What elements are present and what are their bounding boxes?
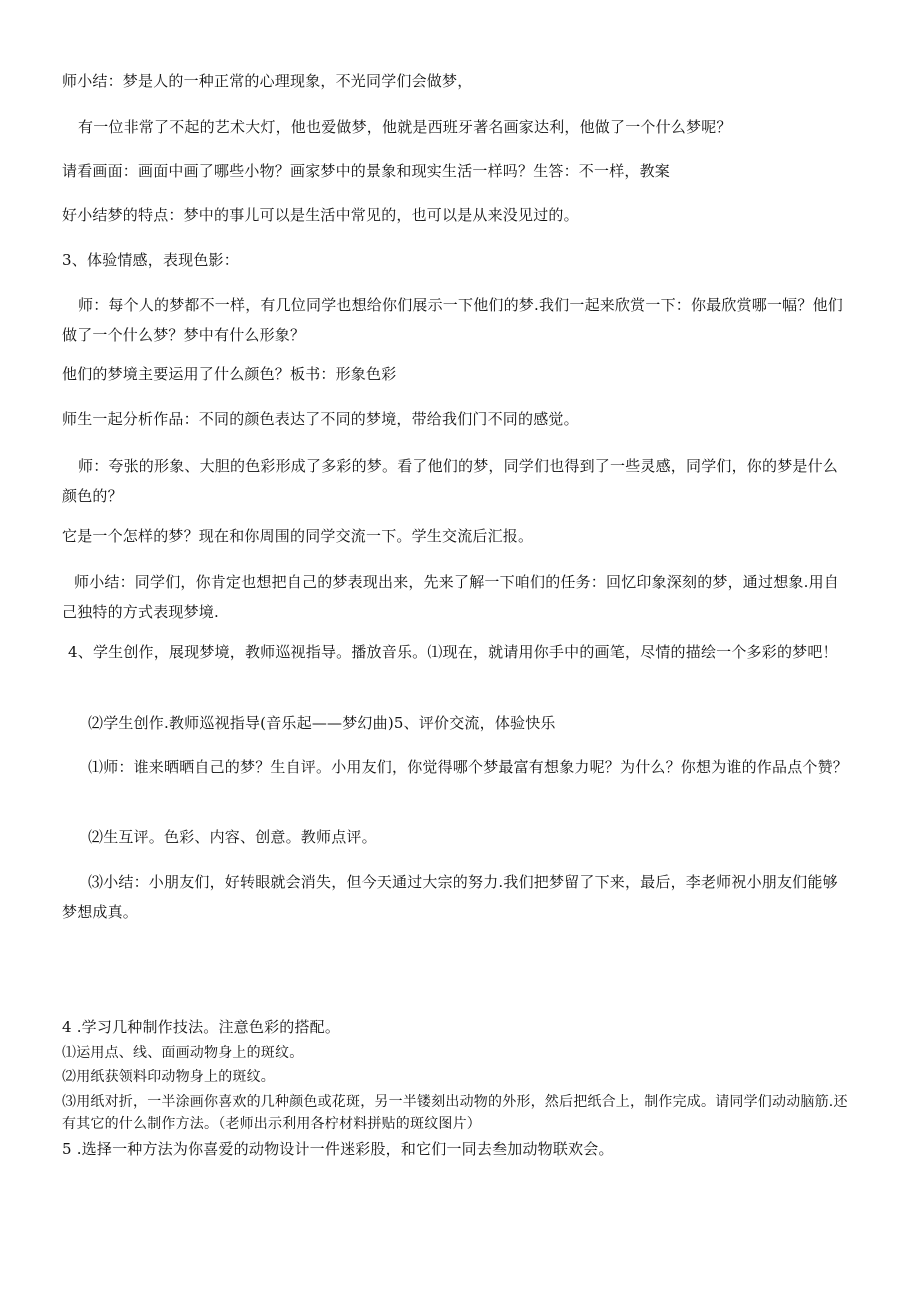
paragraph-teacher-task: 师小结：同学们，你肯定也想把自己的梦表现出来，先来了解一下咱们的任务：回忆印象深刻的梦，通过想象.用自己独特的方式表现梦境. bbox=[62, 573, 839, 621]
paragraph-teacher-guidance: ⑵学生创作.教师巡视指导(音乐起——梦幻曲)5、评价交流，体验快乐 bbox=[88, 714, 556, 732]
paragraph-colors-used: 他们的梦境主要运用了什么颜色？板书：形象色彩 bbox=[62, 365, 397, 383]
heading-experience-emotion: 3、体验情感，表现色影： bbox=[62, 251, 239, 269]
paragraph-look-at-picture: 请看画面：画面中画了哪些小物？画家梦中的景象和现实生活一样吗？生答：不一样，教案 bbox=[62, 162, 671, 180]
technique-item-1: ⑴运用点、线、面画动物身上的斑纹。 bbox=[62, 1045, 304, 1061]
paragraph-teacher-summary: 师小结：梦是人的一种正常的心理现象，不光同学们会做梦， bbox=[62, 72, 473, 90]
paragraph-share-dreams: 师：每个人的梦都不一样，有几位同学也想给你们展示一下他们的梦.我们一起来欣赏一下：你最欣赏哪一幅？他们做了一个什么梦？梦中有什么形象？ bbox=[62, 296, 843, 344]
technique-item-3: ⑶用纸对折，一半涂画你喜欢的几种颜色或花斑，另一半镂刻出动物的外形，然后把纸合上，制作完成。请同学们动动脑筋.还有其它的什么制作方法。（老师出示利用各柠材料拼贴的斑纹图片） bbox=[62, 1094, 848, 1132]
paragraph-dali-intro: 有一位非常了不起的艺术大灯，他也爱做梦，他就是西班牙著名画家达利，他做了一个什么梦呢？ bbox=[78, 118, 732, 136]
paragraph-what-dream: 它是一个怎样的梦？现在和你周围的同学交流一下。学生交流后汇报。 bbox=[62, 527, 534, 545]
paragraph-self-evaluation: ⑴师：谁来晒晒自己的梦？生自评。小用友们，你觉得哪个梦最富有想象力呢？为什么？你想为谁的作品点个赞？ bbox=[88, 758, 849, 776]
paragraph-final-summary: ⑶小结：小朋友们，好转眼就会消失，但今天通过大宗的努力.我们把梦留了下来，最后，李老师祝小朋友们能够梦想成真。 bbox=[62, 873, 838, 921]
paragraph-dream-features: 好小结梦的特点：梦中的事儿可以是生活中常见的，也可以是从来没见过的。 bbox=[62, 206, 579, 224]
technique-item-2: ⑵用纸获领料印动物身上的斑纹。 bbox=[62, 1069, 275, 1085]
technique-heading: 4 .学习几种制作技法。注意色彩的搭配。 bbox=[62, 1018, 341, 1036]
paragraph-exaggerated-images: 师：夸张的形象、大胆的色彩形成了多彩的梦。看了他们的梦，同学们也得到了一些灵感，同学们，你的梦是什么颜色的？ bbox=[62, 457, 839, 505]
paragraph-student-creation: 4、学生创作，展现梦境，教师巡视指导。播放音乐。⑴现在，就请用你手中的画笔，尽情的描绘一个多彩的梦吧！ bbox=[68, 643, 838, 661]
paragraph-peer-evaluation: ⑵生互评。色彩、内容、创意。教师点评。 bbox=[88, 828, 377, 846]
paragraph-analyze-works: 师生一起分析作品：不同的颜色表达了不同的梦境，带给我们门不同的感觉。 bbox=[62, 410, 579, 428]
technique-choose-method: 5 .选择一种方法为你喜爱的动物设计一件迷彩股，和它们一同去叁加动物联欢会。 bbox=[62, 1140, 614, 1158]
